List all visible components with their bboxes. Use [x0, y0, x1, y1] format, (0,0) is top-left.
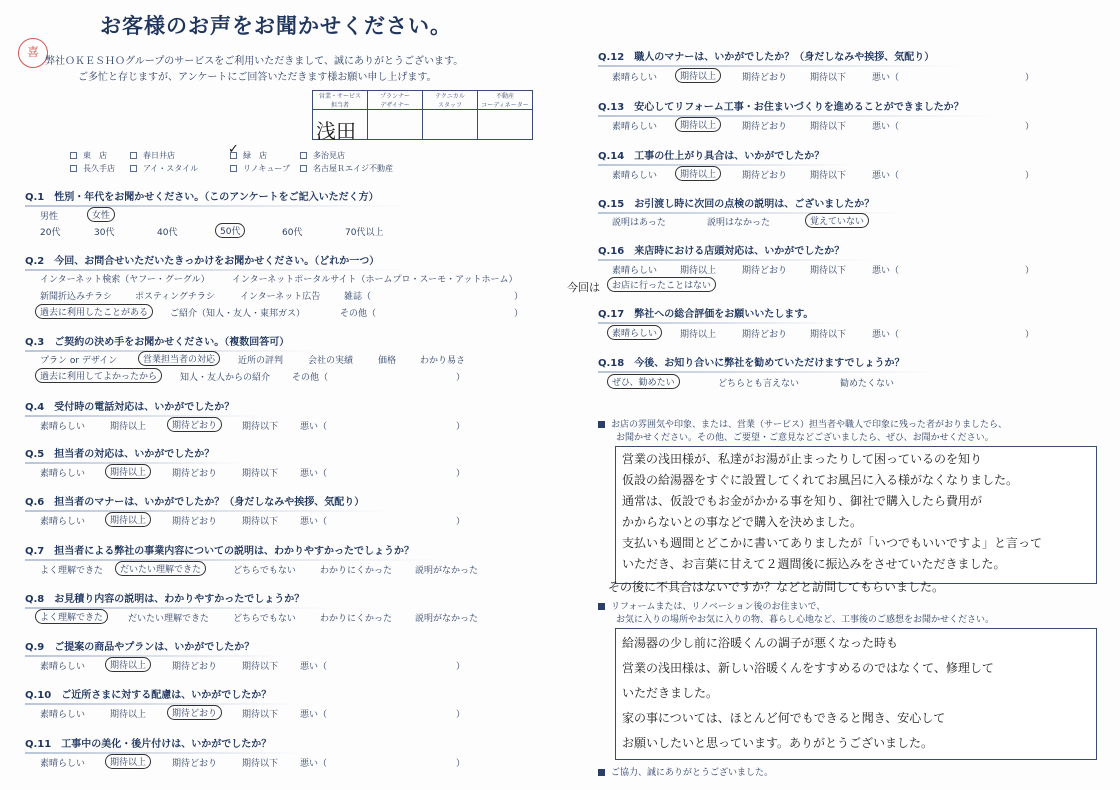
q3-price[interactable]: 価格	[378, 356, 397, 366]
q6-opt-bad[interactable]: 悪い（	[300, 517, 328, 527]
q5-opt-below[interactable]: 期待以下	[242, 469, 279, 479]
q3-plan-design[interactable]: プラン or デザイン	[40, 356, 118, 366]
checkbox-icon	[70, 152, 77, 159]
checkbox-icon	[130, 165, 137, 172]
q18-opt-definitely[interactable]: ぜひ、勧めたい	[607, 374, 680, 389]
q3-other[interactable]: その他（	[292, 373, 329, 383]
q16-handwritten-note: 今回は	[567, 281, 600, 294]
store-nagakute[interactable]: 長久手店	[70, 163, 115, 174]
q17-opt-below[interactable]: 期待以下	[810, 330, 847, 340]
comment2-prompt-line2: お気に入りの場所やお気に入りの物、暮らし心地など、工事後のご感想をお聞かせください。	[616, 615, 995, 625]
q11-opt-above[interactable]: 期待以上	[105, 754, 151, 769]
q17-heading: Q.17 弊社への総合評価をお願いいたします。	[598, 305, 813, 320]
q4-opt-as-expected[interactable]: 期待どおり	[167, 417, 222, 432]
q6-opt-as-expected[interactable]: 期待どおり	[172, 517, 218, 527]
q9-opt-bad[interactable]: 悪い（	[300, 662, 328, 672]
q8-heading: Q.8 お見積り内容の説明は、わかりやすかったでしょうか？	[25, 590, 304, 605]
q15-opt-not-explained[interactable]: 説明はなかった	[707, 218, 771, 228]
q10-opt-bad[interactable]: 悪い（	[300, 710, 328, 720]
q17-opt-bad-close: ）	[1025, 330, 1035, 340]
q2-magazine-close: ）	[514, 292, 524, 302]
q17-opt-as-expected[interactable]: 期待どおり	[742, 330, 788, 340]
q5-opt-bad-close: ）	[456, 469, 466, 479]
q7-opt-hard[interactable]: わかりにくかった	[320, 566, 393, 576]
q14-opt-excellent[interactable]: 素晴らしい	[612, 171, 658, 181]
q15-opt-explained[interactable]: 説明はあった	[612, 218, 666, 228]
q15-opt-dont-remember[interactable]: 覚えていない	[805, 213, 869, 228]
comment1-prompt-line1: お店の雰囲気や印象、または、営業（サービス）担当者や職人で印象に残った者がおりましたら、	[598, 419, 1007, 432]
checkbox-icon	[130, 152, 137, 159]
q5-opt-bad[interactable]: 悪い（	[300, 469, 328, 479]
q6-opt-excellent[interactable]: 素晴らしい	[40, 517, 86, 527]
q3-track-record[interactable]: 会社の実績	[308, 356, 354, 366]
q2-other-close: ）	[514, 309, 524, 319]
comment1-line: その後に不具合はないですか？などと訪問してもらいました。	[608, 580, 945, 594]
q11-opt-as-expected[interactable]: 期待どおり	[172, 759, 218, 769]
square-bullet-icon	[598, 603, 605, 610]
q9-opt-below[interactable]: 期待以下	[242, 662, 279, 672]
q5-opt-excellent[interactable]: 素晴らしい	[40, 469, 86, 479]
q2-newspaper[interactable]: 新聞折込みチラシ	[40, 292, 113, 302]
q3-sales-staff[interactable]: 営業担当者の対応	[138, 351, 220, 366]
q5-opt-as-expected[interactable]: 期待どおり	[172, 469, 218, 479]
staff-cell-realestate	[478, 110, 533, 140]
q17-opt-bad[interactable]: 悪い（	[872, 330, 900, 340]
comment1-line: 営業の浅田様が、私達がお湯が止まったりして困っているのを知り	[622, 452, 983, 466]
q1-age-30[interactable]: 30代	[94, 228, 115, 238]
q16-opt-below[interactable]: 期待以下	[810, 266, 847, 276]
staff-header-realestate: 不動産 コーディネーター	[478, 91, 533, 110]
q4-opt-above[interactable]: 期待以上	[110, 422, 147, 432]
q11-opt-below[interactable]: 期待以下	[242, 759, 279, 769]
comment2-line: お願いしたいと思っています。ありがとうございました。	[622, 736, 934, 750]
comment1-prompt-line2: お聞かせください。その他、ご要望・ご意見などございましたら、ぜひ、お聞かせください。	[616, 433, 994, 443]
q14-opt-below[interactable]: 期待以下	[810, 171, 847, 181]
q10-opt-below[interactable]: 期待以下	[242, 710, 279, 720]
comment1-line: いただき、お言葉に甘えて２週間後に振込みをさせていただきました。	[622, 557, 1006, 571]
checkbox-icon	[230, 165, 237, 172]
intro-line-1: 弊社ＯＫＥＳＨＯグループのサービスをご利用いただきまして、誠にありがとうございます。	[45, 56, 464, 67]
q1-gender-male[interactable]: 男性	[40, 212, 59, 222]
q6-opt-below[interactable]: 期待以下	[242, 517, 279, 527]
q14-opt-as-expected[interactable]: 期待どおり	[742, 171, 788, 181]
comment2-prompt-line1: リフォームまたは、リノベーション後のお住まいで、	[598, 601, 825, 614]
square-bullet-icon	[598, 769, 605, 776]
q12-heading: Q.12 職人のマナーは、いかがでしたか？（身だしなみや挨拶、気配り）	[598, 48, 934, 63]
q3-reputation[interactable]: 近所の評判	[238, 356, 284, 366]
store-kasugai[interactable]: 春日井店	[130, 150, 175, 161]
q11-opt-bad-close: ）	[456, 759, 466, 769]
comment2-line: 給湯器の少し前に浴暖くんの調子が悪くなった時も	[622, 636, 899, 650]
store-midori-check-mark: ✓	[228, 142, 239, 157]
q12-opt-bad-close: ）	[1025, 73, 1035, 83]
q7-heading: Q.7 担当者による弊社の事業内容についての説明は、わかりやすかったでしょうか？	[25, 542, 414, 557]
q8-opt-hard[interactable]: わかりにくかった	[320, 614, 393, 624]
q1-age-20[interactable]: 20代	[40, 228, 61, 238]
company-seal: 喜	[18, 38, 48, 68]
staff-cell-technical	[423, 110, 478, 140]
q1-gender-female[interactable]: 女性	[87, 207, 115, 222]
intro-line-2: ご多忙と存じますが、アンケートにご回答いただきます様お願い申し上げます。	[78, 72, 437, 83]
q10-opt-excellent[interactable]: 素晴らしい	[40, 710, 86, 720]
q12-opt-below[interactable]: 期待以下	[810, 73, 847, 83]
checkbox-icon	[300, 152, 307, 159]
store-renocube[interactable]: リノキューブ	[230, 163, 290, 174]
q4-opt-bad[interactable]: 悪い（	[300, 422, 328, 432]
comment2-line: いただきました。	[622, 686, 719, 700]
q7-opt-neutral[interactable]: どちらでもない	[233, 566, 296, 576]
q13-opt-as-expected[interactable]: 期待どおり	[742, 122, 788, 132]
q4-opt-bad-close: ）	[456, 422, 466, 432]
q13-opt-bad[interactable]: 悪い（	[872, 122, 900, 132]
q18-heading: Q.18 今後、お知り合いに弊社を勧めていただけますでしょうか？	[598, 354, 905, 369]
q12-opt-excellent[interactable]: 素晴らしい	[612, 73, 658, 83]
q16-heading: Q.16 来店時における店頭対応は、いかがでしたか？	[598, 242, 844, 257]
q2-magazine[interactable]: 雑誌（	[344, 292, 372, 302]
q2-past-use[interactable]: 過去に利用したことがある	[35, 304, 153, 319]
staff-cell-planner	[368, 110, 423, 140]
q1-age-50[interactable]: 50代	[215, 223, 245, 238]
q17-opt-above[interactable]: 期待以上	[680, 330, 717, 340]
q8-opt-understood-well[interactable]: よく理解できた	[35, 609, 108, 624]
q14-opt-above[interactable]: 期待以上	[675, 166, 721, 181]
q3-friend-referral[interactable]: 知人・友人からの紹介	[180, 373, 271, 383]
checkbox-icon	[300, 165, 307, 172]
store-tajimi[interactable]: 多治見店	[300, 150, 345, 161]
q6-heading: Q.6 担当者のマナーは、いかがでしたか？（身だしなみや挨拶、気配り）	[25, 493, 364, 508]
q10-heading: Q.10 ご近所さまに対する配慮は、いかがでしたか？	[25, 686, 271, 701]
q14-heading: Q.14 工事の仕上がり具合は、いかがでしたか？	[598, 147, 824, 162]
q12-opt-as-expected[interactable]: 期待どおり	[742, 73, 788, 83]
comment2-line: 営業の浅田様は、新しい浴暖くんをすすめるのではなくて、修理して	[622, 661, 994, 675]
staff-header-planner: プランナー デザイナー	[368, 91, 423, 110]
q2-web-ad[interactable]: インターネット広告	[240, 292, 321, 302]
q8-opt-neutral[interactable]: どちらでもない	[233, 614, 296, 624]
staff-header-technical: テクニカル スタッフ	[423, 91, 478, 110]
q8-opt-no-explanation[interactable]: 説明がなかった	[415, 614, 479, 624]
q4-heading: Q.4 受付時の電話対応は、いかがでしたか？	[25, 398, 234, 413]
q11-heading: Q.11 工事中の美化・後片付けは、いかがでしたか？	[25, 735, 271, 750]
staff-header-sales: 営業・サービス 担当者	[313, 91, 368, 110]
q3-clarity[interactable]: わかり易さ	[420, 356, 466, 366]
q16-opt-never-visited[interactable]: お店に行ったことはない	[607, 277, 716, 292]
q13-opt-bad-close: ）	[1025, 122, 1035, 132]
q16-opt-above[interactable]: 期待以上	[680, 266, 717, 276]
store-east[interactable]: 東 店	[70, 150, 107, 161]
q12-opt-above[interactable]: 期待以上	[675, 68, 721, 83]
q18-opt-no[interactable]: 勧めたくない	[840, 379, 895, 389]
q9-heading: Q.9 ご提案の商品やプランは、いかがでしたか？	[25, 638, 254, 653]
q13-heading: Q.13 安心してリフォーム工事・お住まいづくりを進めることができましたか？	[598, 98, 964, 113]
comment2-line: 家の事については、ほとんど何でもできると聞き、安心して	[622, 711, 946, 725]
q9-opt-as-expected[interactable]: 期待どおり	[172, 662, 218, 672]
q13-opt-excellent[interactable]: 素晴らしい	[612, 122, 658, 132]
q2-other[interactable]: その他（	[340, 309, 377, 319]
sales-staff-name: 浅田	[316, 119, 356, 143]
q16-opt-excellent[interactable]: 素晴らしい	[612, 266, 658, 276]
q4-opt-excellent[interactable]: 素晴らしい	[40, 422, 86, 432]
q3-other-close: ）	[456, 373, 466, 383]
q16-opt-as-expected[interactable]: 期待どおり	[742, 266, 788, 276]
q10-opt-as-expected[interactable]: 期待どおり	[167, 705, 222, 720]
q5-opt-above[interactable]: 期待以上	[105, 464, 151, 479]
q3-heading: Q.3 ご契約の決め手をお聞かせください。（複数回答可）	[25, 333, 289, 348]
q7-opt-mostly-understood[interactable]: だいたい理解できた	[115, 561, 206, 576]
q2-heading: Q.2 今回、お問合せいただいたきっかけをお聞かせください。（どれか一つ）	[25, 252, 379, 267]
q9-opt-above[interactable]: 期待以上	[105, 657, 151, 672]
q9-opt-excellent[interactable]: 素晴らしい	[40, 662, 86, 672]
q13-opt-below[interactable]: 期待以下	[810, 122, 847, 132]
q13-opt-above[interactable]: 期待以上	[675, 117, 721, 132]
q17-opt-excellent[interactable]: 素晴らしい	[607, 325, 662, 340]
page-title: お客様のお声をお聞かせください。	[100, 14, 452, 38]
q2-internet-search[interactable]: インターネット検索（ヤフー・グーグル）	[40, 275, 210, 285]
q15-heading: Q.15 お引渡し時に次回の点検の説明は、ございましたか？	[598, 195, 874, 210]
store-istyle[interactable]: アイ・スタイル	[130, 163, 198, 174]
store-nagoya-rage[interactable]: 名古屋Ｒエイジ不動産	[300, 163, 393, 174]
q1-age-40[interactable]: 40代	[157, 228, 178, 238]
q10-opt-above[interactable]: 期待以上	[110, 710, 147, 720]
q1-age-60[interactable]: 60代	[282, 228, 303, 238]
q12-opt-bad[interactable]: 悪い（	[872, 73, 900, 83]
checkbox-icon	[70, 165, 77, 172]
q16-opt-bad[interactable]: 悪い（	[872, 266, 900, 276]
store-midori[interactable]: 緑 店	[230, 150, 267, 161]
comment1-line: 支払いも週間とどこかに書いてありましたが「いつでもいいですよ」と言って	[622, 536, 1043, 550]
thanks-footer: ご協力、誠にありがとうございました。	[598, 767, 773, 780]
q14-opt-bad[interactable]: 悪い（	[872, 171, 900, 181]
q16-opt-bad-close: ）	[1025, 266, 1035, 276]
q4-opt-below[interactable]: 期待以下	[242, 422, 279, 432]
q1-heading: Q.1 性別・年代をお聞かせください。（このアンケートをご記入いただく方）	[25, 188, 379, 203]
q9-opt-bad-close: ）	[456, 662, 466, 672]
q10-opt-bad-close: ）	[456, 710, 466, 720]
q11-opt-excellent[interactable]: 素晴らしい	[40, 759, 86, 769]
q8-opt-mostly-understood[interactable]: だいたい理解できた	[128, 614, 210, 624]
comment1-line: 通常は、仮設でもお金がかかる事を知り、御社で購入したら費用が	[622, 494, 983, 508]
q6-opt-bad-close: ）	[456, 517, 466, 527]
q5-heading: Q.5 担当者の対応は、いかがでしたか？	[25, 445, 214, 460]
q7-opt-no-explanation[interactable]: 説明がなかった	[415, 566, 479, 576]
square-bullet-icon	[598, 421, 605, 428]
q3-past-good[interactable]: 過去に利用してよかったから	[35, 368, 162, 383]
q7-opt-understood-well[interactable]: よく理解できた	[40, 566, 104, 576]
q1-age-70plus[interactable]: 70代以上	[345, 228, 384, 238]
comment1-line: かからないとの事などで購入を決めました。	[622, 515, 863, 529]
q2-referral[interactable]: ご紹介（知人・友人・東邦ガス）	[170, 309, 306, 319]
q2-portal-site[interactable]: インターネットポータルサイト（ホームプロ・スーモ・アットホーム）	[232, 275, 518, 285]
q6-opt-above[interactable]: 期待以上	[105, 512, 151, 527]
q2-posting[interactable]: ポスティングチラシ	[135, 292, 215, 302]
comment1-line: 仮設の給湯器をすぐに設置してくれてお風呂に入る様がなくなりました。	[622, 473, 1019, 487]
q11-opt-bad[interactable]: 悪い（	[300, 759, 328, 769]
q14-opt-bad-close: ）	[1025, 171, 1035, 181]
q18-opt-neutral[interactable]: どちらとも言えない	[718, 379, 800, 389]
